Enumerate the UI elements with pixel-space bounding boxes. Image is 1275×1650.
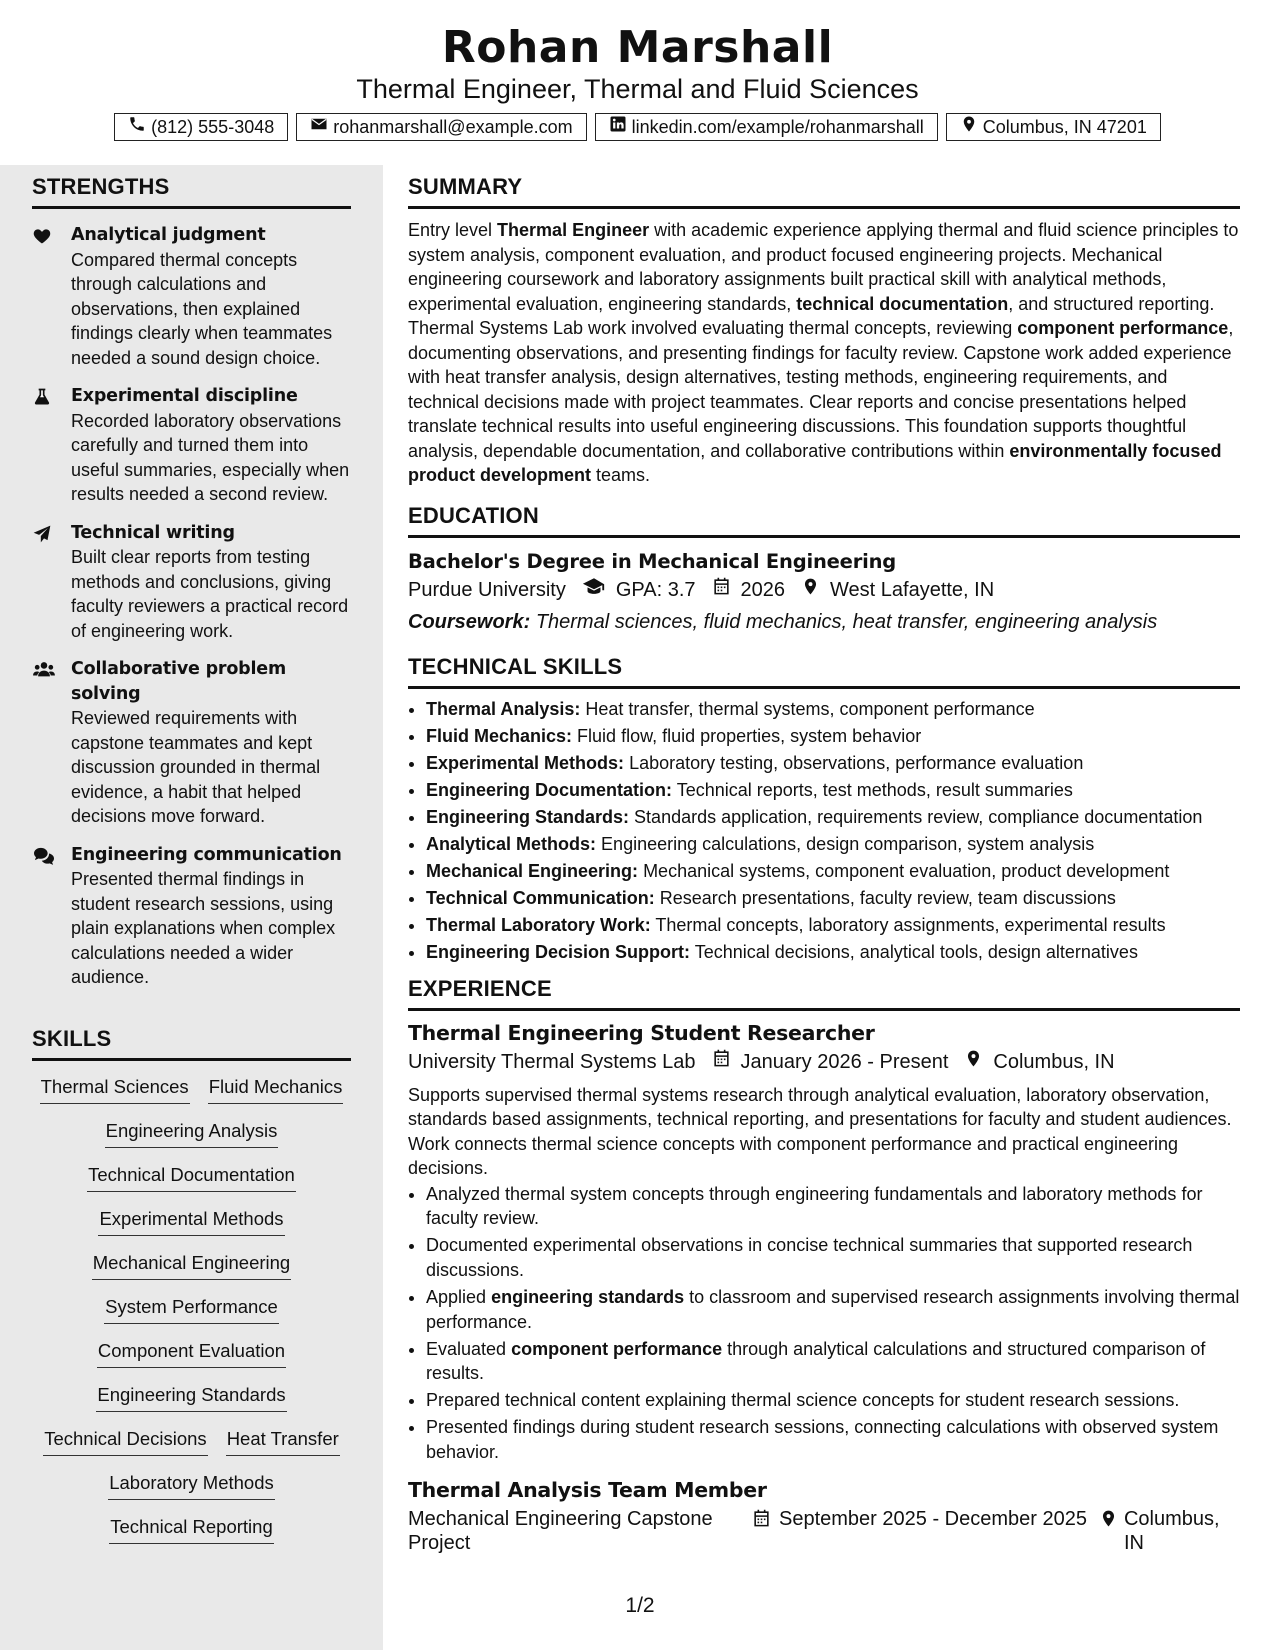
skill-tag: Engineering Analysis [105,1118,279,1148]
skill-detail: Laboratory testing, observations, performance evaluation [629,752,1084,773]
skills-heading: SKILLS [32,1025,351,1061]
skill-detail: Heat transfer, thermal systems, component performance [585,698,1035,719]
heart-icon [32,226,54,246]
linkedin-icon [609,113,627,141]
degree-title: Bachelor's Degree in Mechanical Engineering [408,549,897,573]
summary-heading: SUMMARY [408,173,1240,209]
job-dates: January 2026 - Present [740,1050,949,1073]
list-item: • Analyzed thermal system concepts through engineering fundamentals and laboratory methods for faculty review. [426,1182,1240,1231]
strength-item [32,521,351,644]
list-item: • Applied engineering standards to classroom and supervised research assignments involving thermal performance. [426,1285,1240,1334]
skill-detail: Thermal concepts, laboratory assignments, experimental results [655,915,1166,936]
list-item [426,697,1240,722]
skill-tag: Mechanical Engineering [92,1250,291,1280]
strengths-section [32,173,351,990]
location-pin-icon [801,575,820,605]
skill-detail: Research presentations, faculty review, team discussions [659,888,1116,909]
education-section [408,502,1240,638]
technical-skills-heading: TECHNICAL SKILLS [408,653,1240,689]
flask-icon [32,387,54,407]
education-heading: EDUCATION [408,502,1240,538]
education-meta [408,575,1240,605]
list-item [426,940,1240,965]
skill-label: Experimental Methods: [426,752,625,773]
gpa-value: GPA: 3.7 [615,578,696,601]
coursework-label: Coursework: [408,610,531,633]
users-icon [32,660,54,680]
skill-tag: Component Evaluation [97,1338,286,1368]
skill-tag: System Performance [104,1294,279,1324]
skill-tag: Laboratory Methods [108,1470,275,1500]
strength-title: Collaborative problem solving [71,659,287,704]
paper-plane-icon [32,524,54,544]
skill-label: Mechanical Engineering: [426,861,639,882]
skill-detail: Technical decisions, analytical tools, design alternatives [694,942,1138,963]
skill-label: Engineering Decision Support: [426,942,691,963]
list-item: • Prepared technical content explaining thermal science concepts for student research sessions. [426,1388,1240,1413]
technical-skills-section [408,653,1240,965]
coursework [408,606,1240,638]
job-location: Columbus, IN [1123,1508,1220,1555]
strength-text: Built clear reports from testing methods and conclusions, giving faculty reviewers a practical record of engineering work. [71,547,349,641]
skill-label: Engineering Documentation: [426,779,673,800]
skill-tag: Heat Transfer [226,1426,340,1456]
coursework-text: Thermal sciences, fluid mechanics, heat transfer, engineering analysis [535,610,1158,633]
strength-title: Technical writing [71,522,235,543]
skill-label: Thermal Laboratory Work: [426,915,651,936]
list-item [426,805,1240,830]
skill-label: Fluid Mechanics: [426,725,573,746]
experience-heading: EXPERIENCE [408,975,1240,1011]
job-organization: Mechanical Engineering Capstone Project [408,1508,713,1555]
skill-tag: Technical Decisions [43,1426,207,1456]
list-item [426,913,1240,938]
strength-text: Compared thermal concepts through calculations and observations, then explained findings clearly when teammates needed a sound design choice. [71,249,333,368]
resume-header [0,0,1275,165]
summary-section [408,173,1240,488]
contact-linkedin-text: linkedin.com/example/rohanmarshall [631,117,924,137]
job-title: Thermal Analysis Team Member [408,1478,767,1503]
skill-tag: Technical Documentation [87,1162,296,1192]
strength-title: Analytical judgment [71,225,266,245]
contact-linkedin[interactable] [595,113,938,141]
skill-detail: Standards application, requirements review, compliance documentation [634,806,1203,827]
skill-detail: Technical reports, test methods, result summaries [676,779,1073,800]
strengths-heading: STRENGTHS [32,173,351,209]
skills-section [32,1025,351,1558]
skill-tag: Fluid Mechanics [208,1074,344,1104]
job-location: Columbus, IN [993,1050,1115,1073]
contact-location [946,113,1161,141]
strength-text: Recorded laboratory observations carefully and turned them into useful summaries, especially when results needed a second review. [71,410,350,504]
strength-title: Engineering communication [71,844,342,865]
list-item: • Documented experimental observations in concise technical summaries that supported research discussions. [426,1233,1240,1282]
list-item: • Evaluated component performance through analytical calculations and structured comparison of results. [426,1337,1240,1386]
list-item [426,886,1240,911]
school-name: Purdue University [408,578,566,601]
skill-tag: Engineering Standards [96,1382,286,1412]
skills-list [32,1074,351,1558]
strength-item [32,223,351,370]
contact-location-text: Columbus, IN 47201 [982,117,1147,137]
list-item [426,751,1240,776]
list-item [426,778,1240,803]
contact-email[interactable] [296,113,586,141]
contact-email-text: rohanmarshall@example.com [333,117,573,137]
skill-tag: Thermal Sciences [40,1074,190,1104]
main-column [408,165,1240,1555]
job-meta [408,1047,1240,1077]
skill-detail: Mechanical systems, component evaluation, product development [643,861,1170,882]
skill-label: Engineering Standards: [426,806,630,827]
job-meta [408,1507,1240,1555]
technical-skills-list [408,697,1240,965]
list-item [426,832,1240,857]
phone-icon [128,113,146,141]
job-organization: University Thermal Systems Lab [408,1050,696,1073]
location-pin-icon [1099,1507,1118,1534]
calendar-icon [712,575,731,605]
experience-section [408,975,1240,1555]
strength-item [32,843,351,990]
candidate-title: Thermal Engineer, Thermal and Fluid Sciences [356,74,919,104]
strength-item [32,384,351,507]
comments-icon [32,846,54,866]
strength-text: Reviewed requirements with capstone teammates and kept discussion grounded in thermal evidence, a habit that helped decisions move forward. [71,708,321,826]
summary-text: Entry level Thermal Engineer with academic experience applying thermal and fluid science principles to system analysis, component evaluation, and product focused engineering projects. Mechanical engineering coursework and laboratory assignments built practical skill with analytical methods, experimental evaluation, engineering standards, technical documentation, and structured reporting. Thermal Systems Lab work involved evaluating thermal concepts, reviewing component performance, documenting observations, and presenting findings for faculty review. Capstone work added experience with heat transfer analysis, design alternatives, testing methods, engineering requirements, and technical decisions made with project teammates. Clear reports and concise presentations helped translate technical results into useful engineering discussions. This foundation supports thoughtful analysis, dependable documentation, and collaborative contributions within environmentally focused product development teams. [408,220,1239,485]
skill-label: Technical Communication: [426,888,655,909]
skill-tag: Experimental Methods [98,1206,284,1236]
calendar-icon [712,1047,731,1077]
list-item [426,724,1240,749]
skill-label: Thermal Analysis: [426,698,581,719]
list-item: • Presented findings during student research sessions, connecting calculations with observed system behavior. [426,1415,1240,1464]
job-dates-wrap [752,1507,1087,1534]
location-pin-icon [960,113,978,141]
page-number: 1/2 [625,1594,655,1617]
contact-bar [0,113,1275,141]
calendar-icon [752,1507,771,1534]
skill-tag: Technical Reporting [109,1514,273,1544]
job-location-wrap [1099,1507,1224,1555]
strength-text: Presented thermal findings in student research sessions, using plain explanations when complex calculations needed a wider audience. [71,869,336,987]
list-item [426,859,1240,884]
job-bullets [408,1182,1240,1464]
strength-item [32,657,351,829]
skill-detail: Engineering calculations, design comparison, system analysis [601,833,1095,854]
job-title: Thermal Engineering Student Researcher [408,1020,875,1045]
job-dates: September 2025 - December 2025 [779,1508,1087,1531]
sidebar [0,165,383,1650]
school-location: West Lafayette, IN [830,578,995,601]
skill-detail: Fluid flow, fluid properties, system behavior [577,725,922,746]
candidate-name: Rohan Marshall [441,22,834,73]
skill-label: Analytical Methods: [426,833,597,854]
strength-title: Experimental discipline [71,386,298,406]
graduation-year: 2026 [740,578,786,601]
job-description: Supports supervised thermal systems research through analytical evaluation, laboratory observation, standards based assignments, technical reporting, and presentations for faculty and student audiences. Work connects thermal science concepts with component performance and practical engineering decisions. [408,1084,1232,1179]
location-pin-icon [964,1047,983,1077]
envelope-icon [310,113,328,141]
contact-phone-text: (812) 555-3048 [151,117,275,137]
contact-phone[interactable] [114,113,288,141]
graduation-cap-icon [582,575,606,605]
